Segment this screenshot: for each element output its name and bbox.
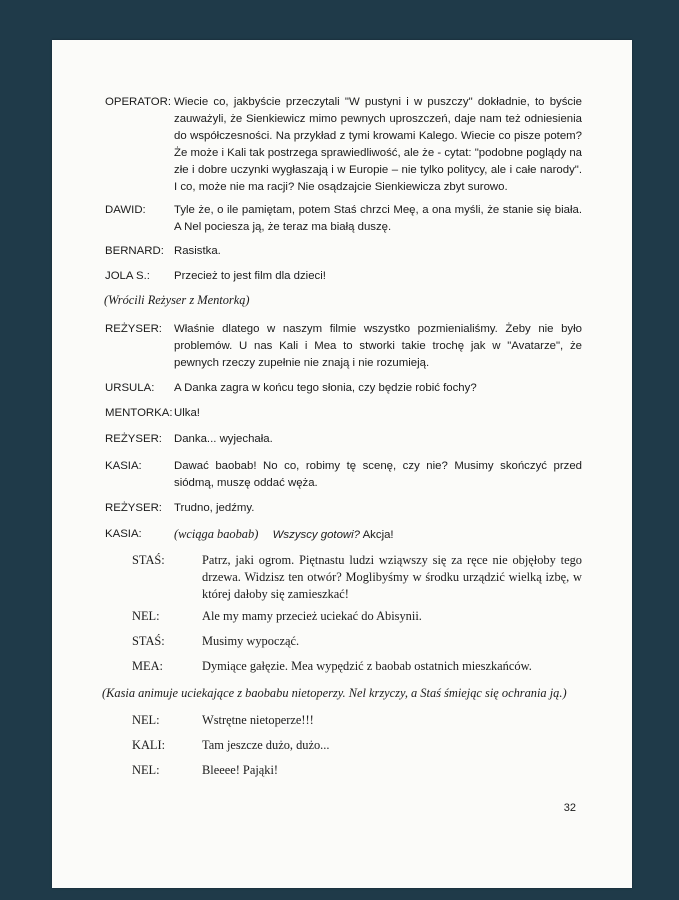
dialogue-line: Dawać baobab! No co, robimy tę scenę, czy nie? Musimy skończyć przed siódmą, muszę oddać węża.: [174, 460, 582, 489]
dialogue-line: Ulka!: [174, 407, 200, 419]
speaker-name: NEL:: [132, 713, 160, 727]
speaker-name: MEA:: [132, 659, 163, 673]
dialogue-line: Rasistka.: [174, 245, 221, 257]
dialogue-line: Wstrętne nietoperze!!!: [202, 713, 314, 727]
speaker-name: MENTORKA:: [105, 407, 173, 419]
page-number: 32: [563, 802, 576, 814]
script-page: [52, 40, 632, 888]
speaker-name: URSULA:: [105, 382, 155, 394]
dialogue-text: Akcja!: [362, 529, 394, 541]
speaker-name: KASIA:: [105, 460, 142, 472]
dialogue-line: Patrz, jaki ogrom. Piętnastu ludzi wziąwszy się za ręce nie objęłoby tego drzewa. Widzisz ten otwór? Moglibyśmy w środku urządzić wielką izbę, w której dałoby się zamieszkać!: [202, 553, 582, 601]
dialogue-line: Wiecie co, jakbyście przeczytali "W pustyni i w puszczy" dokładnie, to byście zauważyli, że Sienkiewicz mimo pewnych uproszczeń, daje nam też odniesienia do współczesności. Na przykład z tymi krowami Kalego. Wiecie co pisze potem? Że może i Kali tak postrzega sprawiedliwość, ale że - cytat: "podobne poglądy na złe i dobre uczynki wygłaszają i w Europie – nie tylko politycy, ale i całe narody". I co, może nie ma racji? Nie osądzajcie Sienkiewicza zbyt surowo.: [174, 96, 582, 193]
speaker-name: KALI:: [132, 738, 166, 752]
dialogue-italic: Wszyscy gotowi?: [272, 529, 361, 541]
dialogue-line: Trudno, jedźmy.: [174, 502, 255, 514]
speaker-name: DAWID:: [105, 204, 146, 216]
speaker-name: STAŚ:: [132, 553, 165, 567]
speaker-name: REŻYSER:: [105, 433, 162, 445]
speaker-name: JOLA S.:: [105, 270, 150, 282]
speaker-name: REŻYSER:: [105, 502, 162, 514]
dialogue-line: Ale my mamy przecież uciekać do Abisynii.: [202, 609, 422, 623]
dialogue-line: Musimy wypocząć.: [202, 634, 300, 648]
dialogue-line: A Danka zagra w końcu tego słonia, czy będzie robić fochy?: [174, 382, 477, 394]
dialogue-line: [174, 526, 394, 544]
dialogue-line: Przecież to jest film dla dzieci!: [174, 270, 326, 282]
dialogue-line: Bleeee! Pająki!: [202, 763, 279, 777]
speaker-name: KASIA:: [105, 528, 142, 540]
speaker-name: OPERATOR:: [105, 96, 172, 108]
dialogue-line: Właśnie dlatego w naszym filmie wszystko pozmienialiśmy. Żeby nie było problemów. U nas Kali i Mea to stworki takie trochę jak w "Avatarze", że pewnych rzeczy zupełnie nie znają i nie rozumieją.: [174, 323, 582, 369]
stage-direction: (Wrócili Reżyser z Mentorką): [104, 293, 250, 307]
speaker-name: NEL:: [132, 763, 160, 777]
dialogue-line: Dymiące gałęzie. Mea wypędzić z baobab ostatnich mieszkańców.: [202, 659, 532, 673]
speaker-name: NEL:: [132, 609, 160, 623]
dialogue-line: Danka... wyjechała.: [174, 433, 273, 445]
speaker-name: REŻYSER:: [105, 323, 162, 335]
speaker-name: STAŚ:: [132, 634, 165, 648]
dialogue-line: Tam jeszcze dużo, dużo...: [202, 738, 330, 752]
stage-direction-inline: (wciąga baobab): [174, 527, 259, 541]
stage-direction: (Kasia animuje uciekające z baobabu nietoperzy. Nel krzyczy, a Staś śmiejąc się ochrania ją.): [102, 686, 567, 700]
speaker-name: BERNARD:: [105, 245, 164, 257]
dialogue-line: Tyle że, o ile pamiętam, potem Staś chrzci Meę, a ona myśli, że stanie się biała. A Nel pociesza ją, że teraz ma białą duszę.: [174, 204, 582, 233]
